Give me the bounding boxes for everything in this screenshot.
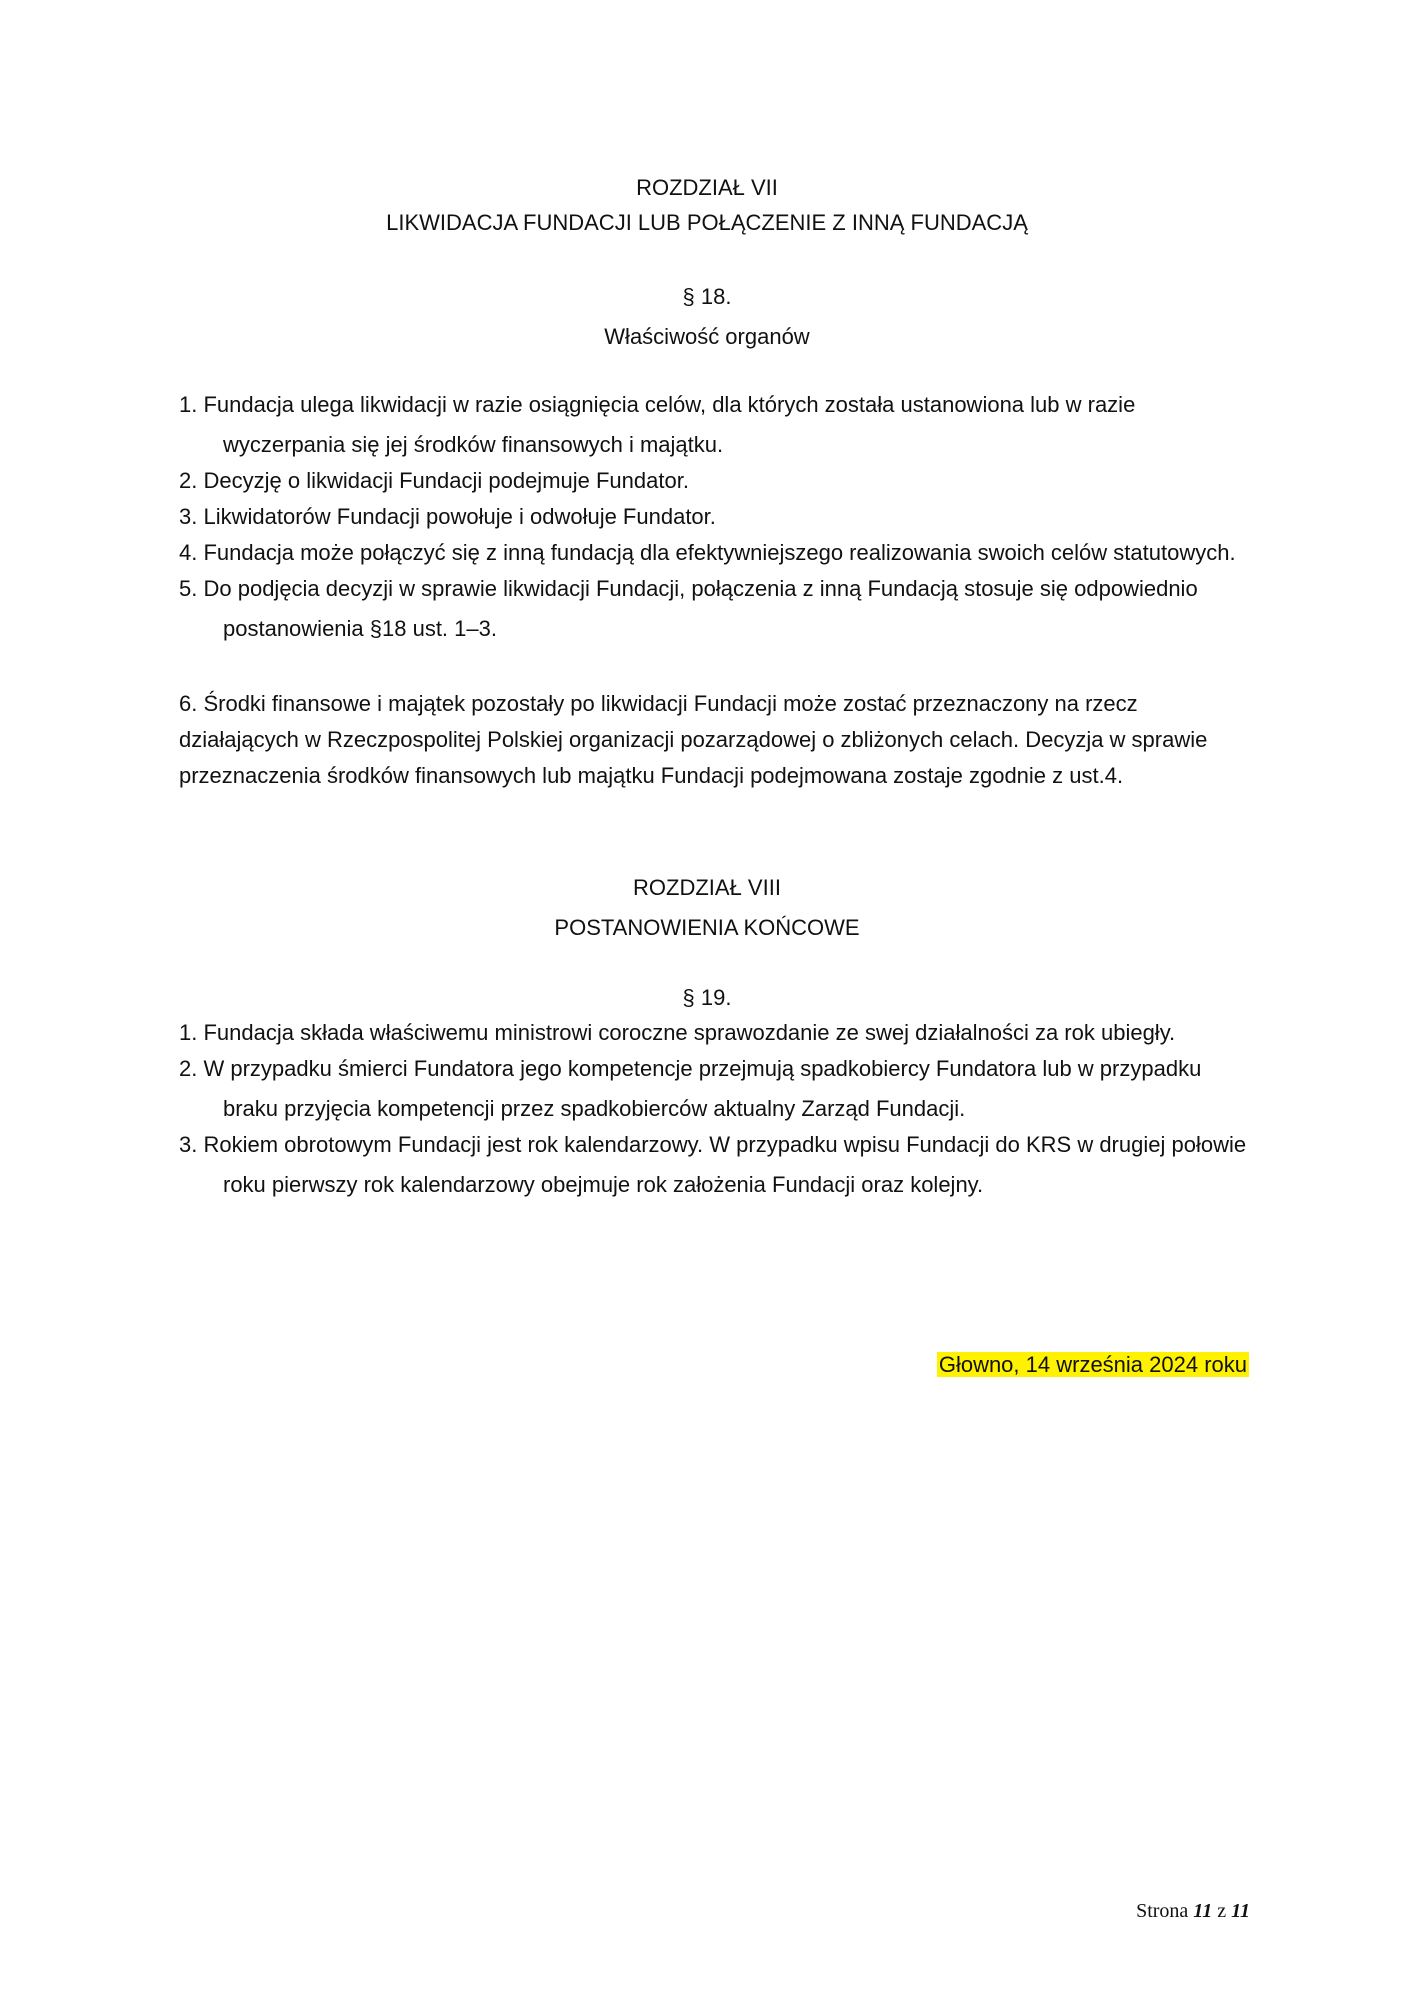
footer-page-number: 11 bbox=[1193, 1900, 1213, 1922]
item-text: Rokiem obrotowym Fundacji jest rok kalendarzowy. W przypadku wpisu Fundacji do KRS w drugiej połowie roku pierwszy rok kalendarzowy obejmuje rok założenia Fundacji oraz kolejny. bbox=[203, 1132, 1247, 1197]
footer-of: z bbox=[1217, 1900, 1227, 1922]
list-item bbox=[179, 385, 1259, 465]
item-text: Likwidatorów Fundacji powołuje i odwołuje Fundator. bbox=[203, 504, 716, 529]
item-number: 3. bbox=[179, 1132, 198, 1157]
place-date bbox=[937, 1350, 1249, 1380]
item-text: W przypadku śmierci Fundatora jego kompetencje przejmują spadkobiercy Fundatora lub w przypadku braku przyjęcia kompetencji przez spadkobierców aktualny Zarząd Fundacji. bbox=[203, 1056, 1202, 1121]
item-number: 5. bbox=[179, 576, 198, 601]
list-item bbox=[179, 1013, 1259, 1053]
section-19-list bbox=[179, 1013, 1259, 1205]
section-18-item-6: 6. Środki finansowe i majątek pozostały po likwidacji Fundacji może zostać przeznaczony na rzecz działających w Rzeczpospolitej Polskiej organizacji pozarządowej o zbliżonych celach. Decyzja w sprawie przeznaczenia środków finansowych lub majątku Fundacji podejmowana zostaje zgodnie z ust.4. bbox=[179, 691, 1208, 788]
list-item bbox=[179, 497, 1259, 537]
item-text: Do podjęcia decyzji w sprawie likwidacji Fundacji, połączenia z inną Fundacją stosuje się odpowiednio postanowienia §18 ust. 1–3. bbox=[203, 576, 1198, 641]
chapter-8-title: ROZDZIAŁ VIII bbox=[633, 875, 781, 900]
chapter-8-subtitle: POSTANOWIENIA KOŃCOWE bbox=[554, 915, 860, 940]
item-text: Fundacja ulega likwidacji w razie osiągnięcia celów, dla których została ustanowiona lub w razie wyczerpania się jej środków finansowych i majątku. bbox=[203, 392, 1136, 457]
footer-total-pages: 11 bbox=[1231, 1900, 1250, 1922]
section-18-heading: § 18. bbox=[682, 284, 732, 309]
section-18-list bbox=[179, 385, 1259, 649]
item-text: Fundacja składa właściwemu ministrowi coroczne sprawozdanie ze swej działalności za rok ubiegły. bbox=[203, 1020, 1176, 1045]
item-number: 1. bbox=[179, 1020, 198, 1045]
list-item bbox=[179, 1125, 1259, 1205]
section-19-heading: § 19. bbox=[682, 985, 732, 1010]
item-text: Decyzję o likwidacji Fundacji podejmuje Fundator. bbox=[203, 468, 689, 493]
list-item bbox=[179, 461, 1259, 501]
footer-label: Strona bbox=[1136, 1900, 1189, 1922]
list-item bbox=[179, 569, 1259, 649]
place-date-text: Głowno, 14 września 2024 roku bbox=[938, 1352, 1247, 1377]
chapter-7-subtitle: LIKWIDACJA FUNDACJI LUB POŁĄCZENIE Z INNĄ FUNDACJĄ bbox=[386, 210, 1028, 235]
item-text: Fundacja może połączyć się z inną fundacją dla efektywniejszego realizowania swoich celów statutowych. bbox=[203, 540, 1236, 565]
list-item bbox=[179, 1049, 1259, 1129]
item-number: 2. bbox=[179, 1056, 198, 1081]
item-number: 2. bbox=[179, 468, 198, 493]
list-item bbox=[179, 533, 1259, 573]
page-footer bbox=[1136, 1898, 1250, 1924]
section-18-title: Właściwość organów bbox=[604, 324, 810, 349]
item-number: 1. bbox=[179, 392, 198, 417]
item-number: 4. bbox=[179, 540, 198, 565]
item-number: 3. bbox=[179, 504, 198, 529]
chapter-7-title: ROZDZIAŁ VII bbox=[636, 175, 778, 200]
